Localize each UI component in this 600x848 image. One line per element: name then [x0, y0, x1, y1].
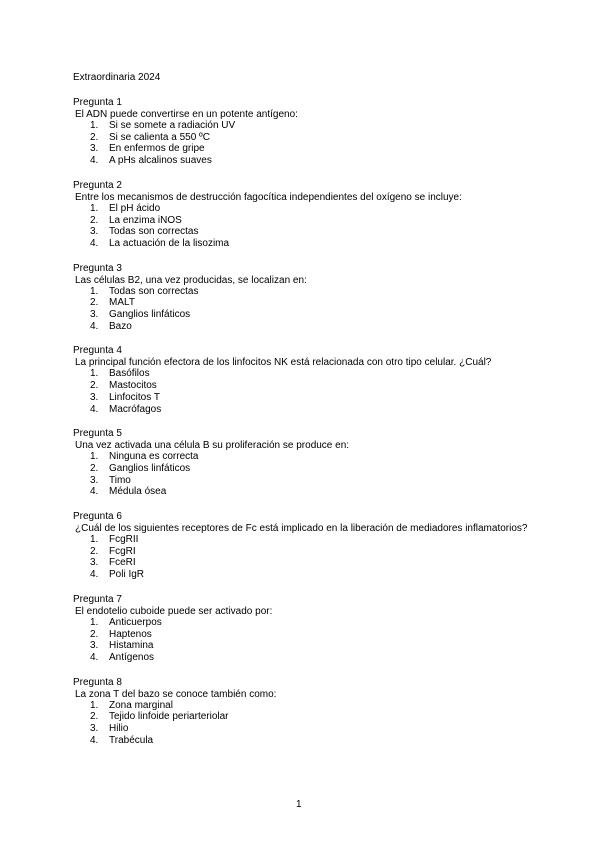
- option-label: Basófilos: [109, 368, 150, 380]
- option-number: 3.: [90, 309, 99, 321]
- answer-option: [73, 475, 533, 487]
- answer-option: [73, 534, 533, 546]
- document-header: Extraordinaria 2024: [73, 72, 161, 83]
- question-title: Pregunta 6: [73, 511, 122, 523]
- option-label: Trabécula: [109, 734, 154, 746]
- option-number: 2.: [90, 297, 99, 309]
- option-label: MALT: [109, 297, 135, 309]
- question-list: [73, 97, 533, 760]
- question-text: Entre los mecanismos de destrucción fagocítica independientes del oxígeno se incluye:: [75, 191, 462, 203]
- question-block: [73, 345, 533, 415]
- question-text: La principal función efectora de los linfocitos NK está relacionada con otro tipo celular. ¿Cuál?: [75, 357, 492, 369]
- answer-option: [73, 629, 533, 641]
- option-label: FceRI: [109, 557, 136, 569]
- option-list: [73, 120, 533, 167]
- option-label: Macrófagos: [109, 403, 162, 415]
- option-label: Si se somete a radiación UV: [109, 120, 236, 131]
- option-number: 3.: [90, 143, 99, 155]
- answer-option: [73, 569, 533, 581]
- option-number: 1.: [90, 534, 99, 546]
- question-title: Pregunta 8: [73, 676, 122, 688]
- answer-option: [73, 486, 533, 498]
- option-label: La enzima iNOS: [109, 214, 182, 226]
- answer-option: [73, 297, 533, 309]
- answer-option: [73, 557, 533, 569]
- option-list: [73, 203, 533, 250]
- answer-option: [73, 652, 533, 664]
- answer-option: [73, 546, 533, 558]
- option-list: [73, 617, 533, 664]
- option-number: 2.: [90, 214, 99, 226]
- option-number: 3.: [90, 640, 99, 652]
- question-title: Pregunta 7: [73, 593, 122, 605]
- option-number: 3.: [90, 474, 99, 486]
- option-number: 4.: [90, 403, 99, 415]
- question-title: Pregunta 5: [73, 428, 122, 440]
- page-number: 1: [296, 799, 302, 810]
- option-number: 3.: [90, 391, 99, 403]
- question-text: Una vez activada una célula B su proliferación se produce en:: [75, 440, 350, 452]
- answer-option: [73, 203, 533, 215]
- option-number: 4.: [90, 320, 99, 332]
- question-block: [73, 677, 533, 747]
- option-label: Linfocitos T: [109, 391, 160, 403]
- answer-option: [73, 700, 533, 712]
- answer-option: [73, 155, 533, 167]
- option-label: Histamina: [109, 640, 154, 652]
- option-number: 2.: [90, 628, 99, 640]
- answer-option: [73, 640, 533, 652]
- option-number: 2.: [90, 711, 99, 723]
- option-number: 4.: [90, 651, 99, 663]
- option-number: 1.: [90, 616, 99, 628]
- option-label: Hilio: [109, 723, 129, 735]
- question-text: El ADN puede convertirse en un potente antígeno:: [75, 109, 298, 120]
- option-number: 1.: [90, 285, 99, 297]
- option-label: Mastocitos: [109, 380, 157, 392]
- option-list: [73, 286, 533, 333]
- option-label: Todas son correctas: [109, 226, 199, 238]
- option-number: 3.: [90, 723, 99, 735]
- answer-option: [73, 463, 533, 475]
- question-block: [73, 511, 533, 581]
- option-label: Todas son correctas: [109, 285, 199, 297]
- question-block: [73, 594, 533, 664]
- option-number: 3.: [90, 557, 99, 569]
- answer-option: [73, 321, 533, 333]
- answer-option: [73, 120, 533, 132]
- option-label: Antígenos: [109, 651, 155, 663]
- question-block: [73, 428, 533, 498]
- option-label: Si se calienta a 550 ºC: [109, 131, 210, 143]
- option-label: Tejido linfoide periarteriolar: [109, 711, 229, 723]
- option-label: La actuación de la lisozima: [109, 237, 230, 249]
- option-number: 2.: [90, 380, 99, 392]
- option-label: Bazo: [109, 320, 132, 332]
- option-number: 4.: [90, 155, 99, 167]
- answer-option: [73, 143, 533, 155]
- answer-option: [73, 711, 533, 723]
- answer-option: [73, 286, 533, 298]
- question-block: [73, 263, 533, 333]
- option-label: Médula ósea: [109, 486, 167, 498]
- answer-option: [73, 309, 533, 321]
- option-label: Ganglios linfáticos: [109, 309, 191, 321]
- option-number: 2.: [90, 131, 99, 143]
- answer-option: [73, 215, 533, 227]
- question-text: ¿Cuál de los siguientes receptores de Fc está implicado en la liberación de mediadores inflamatorios?: [75, 523, 528, 535]
- option-number: 1.: [90, 120, 99, 131]
- option-label: Haptenos: [109, 628, 152, 640]
- option-label: Poli IgR: [109, 569, 145, 581]
- question-block: [73, 97, 533, 167]
- question-text: La zona T del bazo se conoce también como:: [75, 688, 277, 700]
- option-label: FcgRII: [109, 534, 139, 546]
- option-number: 2.: [90, 462, 99, 474]
- option-number: 4.: [90, 569, 99, 581]
- answer-option: [73, 617, 533, 629]
- answer-option: [73, 404, 533, 416]
- option-label: Anticuerpos: [109, 616, 162, 628]
- option-label: Ganglios linfáticos: [109, 462, 191, 474]
- answer-option: [73, 368, 533, 380]
- question-text: El endotelio cuboide puede ser activado por:: [75, 605, 273, 617]
- option-number: 4.: [90, 734, 99, 746]
- option-number: 1.: [90, 699, 99, 711]
- option-label: Zona marginal: [109, 699, 173, 711]
- question-title: Pregunta 2: [73, 179, 122, 191]
- option-number: 4.: [90, 237, 99, 249]
- option-list: [73, 700, 533, 747]
- option-label: A pHs alcalinos suaves: [109, 155, 212, 167]
- answer-option: [73, 238, 533, 250]
- answer-option: [73, 451, 533, 463]
- option-number: 1.: [90, 202, 99, 214]
- option-label: FcgRI: [109, 545, 136, 557]
- option-number: 2.: [90, 545, 99, 557]
- answer-option: [73, 132, 533, 144]
- option-list: [73, 451, 533, 498]
- question-title: Pregunta 4: [73, 345, 122, 357]
- question-text: Las células B2, una vez producidas, se localizan en:: [75, 274, 307, 286]
- answer-option: [73, 392, 533, 404]
- option-number: 4.: [90, 486, 99, 498]
- option-list: [73, 368, 533, 415]
- answer-option: [73, 723, 533, 735]
- option-number: 1.: [90, 451, 99, 463]
- answer-option: [73, 380, 533, 392]
- option-number: 3.: [90, 226, 99, 238]
- option-label: El pH ácido: [109, 202, 161, 214]
- option-label: En enfermos de gripe: [109, 143, 205, 155]
- question-block: [73, 180, 533, 250]
- answer-option: [73, 735, 533, 747]
- question-title: Pregunta 1: [73, 97, 122, 108]
- option-label: Timo: [109, 474, 131, 486]
- question-title: Pregunta 3: [73, 262, 122, 274]
- option-list: [73, 534, 533, 581]
- option-number: 1.: [90, 368, 99, 380]
- answer-option: [73, 226, 533, 238]
- option-label: Ninguna es correcta: [109, 451, 199, 463]
